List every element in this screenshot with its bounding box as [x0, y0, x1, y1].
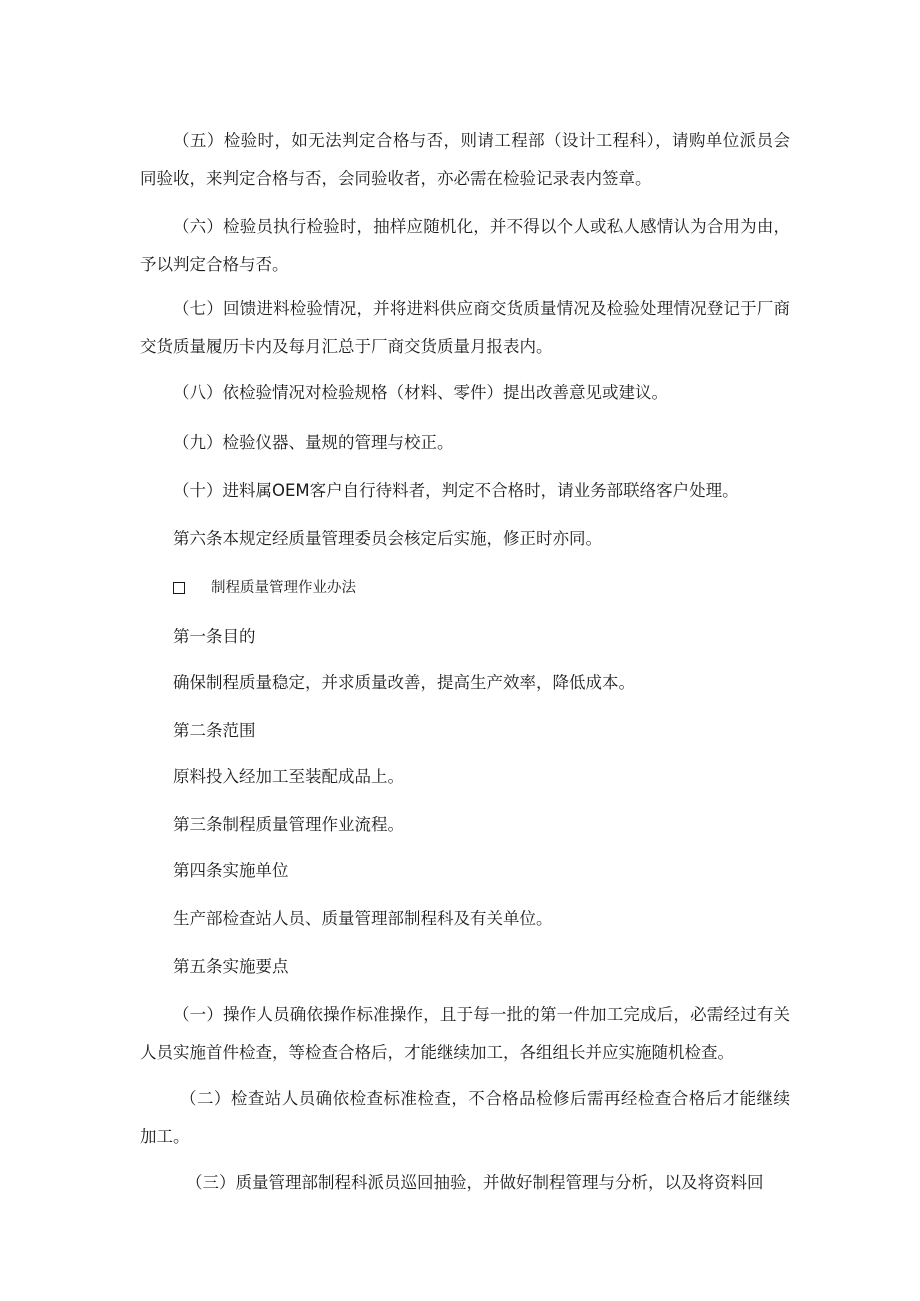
paragraph-item-7: （七）回馈进料检验情况，并将进料供应商交货质量情况及检验处理情况登记于厂商交货质量履历卡内及每月汇总于厂商交货质量月报表内。	[140, 299, 790, 356]
paragraph-item-10: （十）进料属OEM客户自行待料者，判定不合格时，请业务部联络客户处理。	[173, 481, 739, 500]
article-5-point-3: （三）质量管理部制程科派员巡回抽验，并做好制程管理与分析，以及将资料回	[186, 1173, 764, 1192]
article-5-point-2: （二）检查站人员确依检查标准检查，不合格品检修后需再经检查合格后才能继续加工。	[140, 1089, 790, 1146]
article-2-body: 原料投入经加工至装配成品上。	[173, 767, 404, 786]
article-5-point-1: （一）操作人员确依操作标准操作，且于每一批的第一件加工完成后，必需经过有关人员实施首件检查，等检查合格后，才能继续加工，各组组长并应实施随机检查。	[140, 1005, 790, 1062]
paragraph-item-6: （六）检验员执行检验时，抽样应随机化，并不得以个人或私人感情认为合用为由，予以判定合格与否。	[140, 217, 790, 274]
article-5-title: 第五条实施要点	[173, 957, 289, 976]
paragraph-item-9: （九）检验仪器、量规的管理与校正。	[173, 433, 454, 452]
article-2-title: 第二条范围	[173, 721, 256, 740]
article-1-body: 确保制程质量稳定，并求质量改善，提高生产效率，降低成本。	[173, 673, 635, 692]
section-title: 制程质量管理作业办法	[211, 580, 356, 596]
checkbox-square-icon	[173, 582, 185, 594]
article-6: 第六条本规定经质量管理委员会核定后实施，修正时亦同。	[173, 529, 602, 548]
article-4-title: 第四条实施单位	[173, 861, 289, 880]
section-heading	[173, 576, 356, 600]
article-3-title: 第三条制程质量管理作业流程。	[173, 815, 404, 834]
article-4-body: 生产部检查站人员、质量管理部制程科及有关单位。	[173, 909, 553, 928]
paragraph-item-8: （八）依检验情况对检验规格（材料、零件）提出改善意见或建议。	[173, 383, 668, 402]
article-1-title: 第一条目的	[173, 627, 256, 646]
paragraph-item-5: （五）检验时，如无法判定合格与否，则请工程部（设计工程科），请购单位派员会同验收，来判定合格与否，会同验收者，亦必需在检验记录表内签章。	[140, 131, 790, 188]
